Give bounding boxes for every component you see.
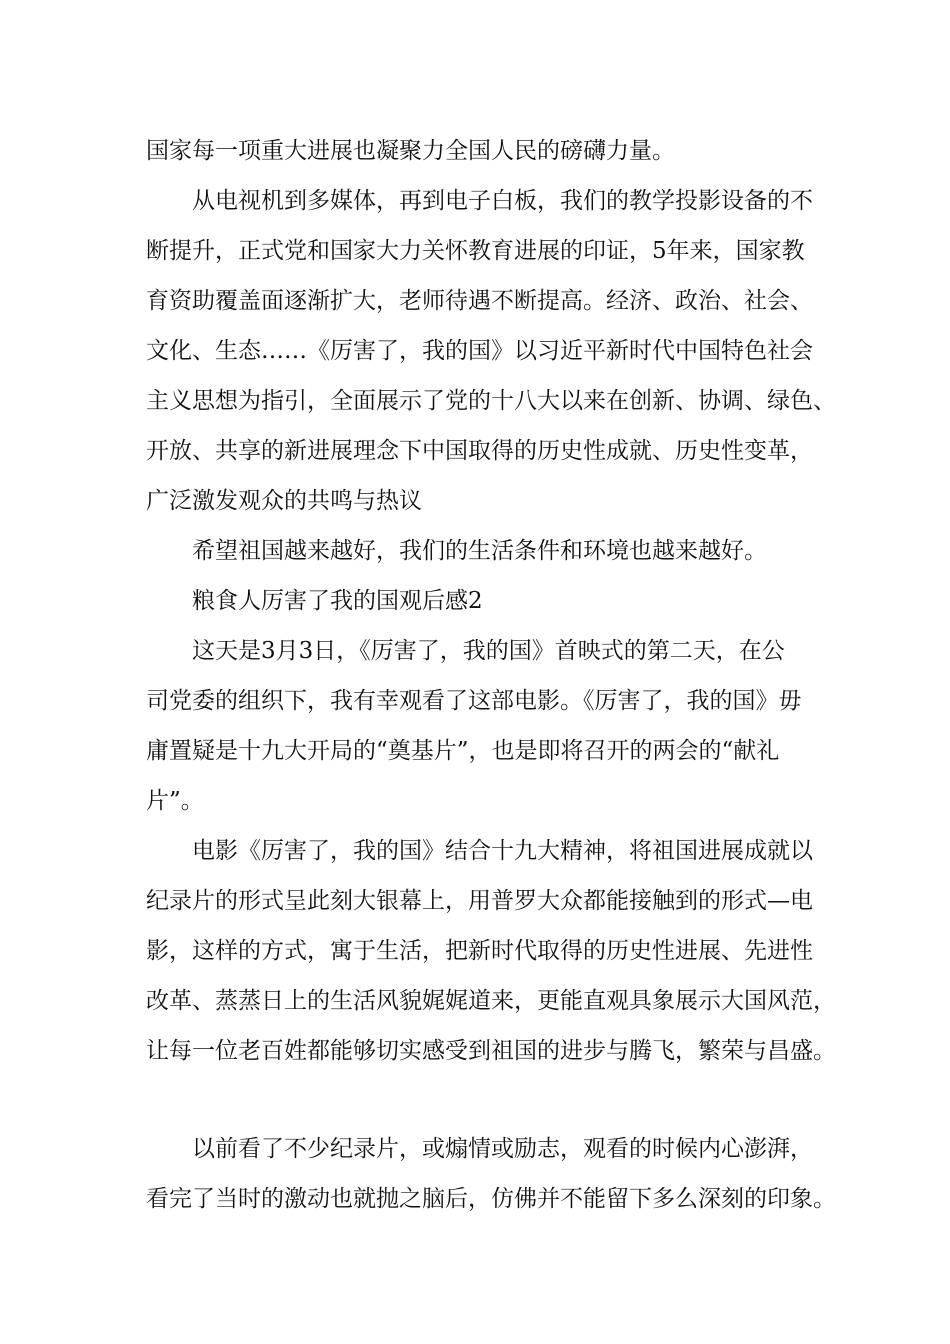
text-line: 断提升，正式党和国家大力关怀教育进展的印证，5年来，国家教 xyxy=(146,238,805,264)
paragraph-start-line: 这天是3月3日，《厉害了，我的国》首映式的第二天，在公 xyxy=(192,638,785,664)
text-line: 庸置疑是十九大开局的“奠基片”，也是即将召开的两会的“献礼 xyxy=(146,738,780,764)
paragraph-start-line: 希望祖国越来越好，我们的生活条件和环境也越来越好。 xyxy=(192,538,767,564)
text-line: 主义思想为指引，全面展示了党的十八大以来在创新、协调、绿色、 xyxy=(146,388,836,414)
text-line: 育资助覆盖面逐渐扩大，老师待遇不断提高。经济、政治、社会、 xyxy=(146,288,813,314)
text-line: 看完了当时的激动也就抛之脑后，仿佛并不能留下多么深刻的印象。 xyxy=(146,1186,836,1212)
text-line: 片”。 xyxy=(146,788,204,814)
paragraph-start-line: 从电视机到多媒体，再到电子白板，我们的教学投影设备的不 xyxy=(192,188,813,214)
text-line: 纪录片的形式呈此刻大银幕上，用普罗大众都能接触到的形式—电 xyxy=(146,888,813,914)
paragraph-start-line: 电影《厉害了，我的国》结合十九大精神，将祖国进展成就以 xyxy=(192,838,813,864)
text-line: 改革、蒸蒸日上的生活风貌娓娓道来，更能直观具象展示大国风范， xyxy=(146,988,836,1014)
text-line: 开放、共享的新进展理念下中国取得的历史性成就、历史性变革， xyxy=(146,438,813,464)
paragraph-start-line: 以前看了不少纪录片，或煽情或励志，观看的时候内心澎湃， xyxy=(192,1136,813,1162)
text-line: 国家每一项重大进展也凝聚力全国人民的磅礴力量。 xyxy=(146,138,675,164)
text-line: 让每一位老百姓都能够切实感受到祖国的进步与腾飞，繁荣与昌盛。 xyxy=(146,1038,836,1064)
section-heading: 粮食人厉害了我的国观后感2 xyxy=(192,588,483,614)
text-line: 影，这样的方式，寓于生活，把新时代取得的历史性进展、先进性 xyxy=(146,938,813,964)
text-line: 广泛激发观众的共鸣与热议 xyxy=(146,488,422,514)
text-line: 文化、生态……《厉害了，我的国》以习近平新时代中国特色社会 xyxy=(146,338,813,364)
text-line: 司党委的组织下，我有幸观看了这部电影。《厉害了，我的国》毋 xyxy=(146,688,802,714)
